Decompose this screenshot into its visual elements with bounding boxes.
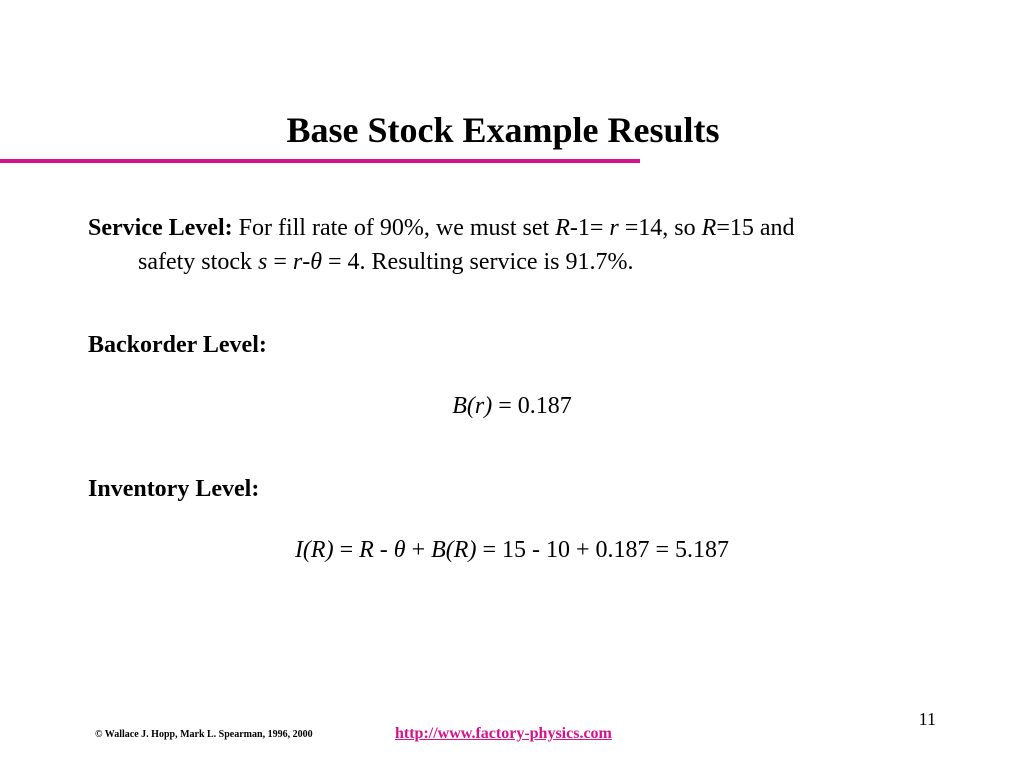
service-level-label: Service Level: (88, 215, 233, 241)
inventory-formula-minus: - (373, 537, 394, 563)
website-link[interactable]: http://www.factory-physics.com (395, 725, 612, 742)
service-level-paragraph (88, 211, 948, 279)
title-underline (0, 159, 640, 163)
backorder-level-heading: Backorder Level: (88, 332, 267, 358)
service-level-line-1 (88, 211, 948, 245)
inventory-formula-IR: I(R) (294, 537, 334, 563)
page-number: 11 (918, 709, 936, 729)
service-text-6: = (267, 249, 293, 275)
inventory-formula-R: R (359, 537, 374, 563)
var-r: r (609, 215, 619, 241)
var-R-2: R (701, 215, 717, 241)
var-s: s (257, 249, 268, 275)
service-text-8: = 4. Resulting service is 91.7%. (322, 249, 634, 275)
backorder-formula (0, 389, 1024, 423)
inventory-level-heading: Inventory Level: (88, 476, 260, 502)
service-level-line-2 (88, 245, 948, 279)
service-text-1: For fill rate of 90%, we must set (232, 215, 556, 241)
slide-title: Base Stock Example Results (286, 110, 720, 150)
inventory-formula-plus: + (405, 537, 432, 563)
service-text-5: safety stock (138, 249, 258, 275)
var-theta: θ (310, 249, 322, 275)
copyright-notice: © Wallace J. Hopp, Mark L. Spearman, 1996, 2000 (95, 729, 313, 740)
inventory-formula-eq: = (333, 537, 360, 563)
backorder-formula-lhs: B(r) (452, 393, 493, 419)
var-r-2: r (292, 249, 303, 275)
service-text-2: -1= (569, 215, 610, 241)
backorder-formula-value: = 0.187 (492, 393, 572, 419)
var-R: R (555, 215, 570, 241)
inventory-formula (0, 533, 1024, 567)
service-text-7: - (302, 249, 311, 275)
service-text-3: =14, so (618, 215, 702, 241)
service-text-4: =15 and (716, 215, 795, 241)
inventory-formula-result: = 15 - 10 + 0.187 = 5.187 (476, 537, 730, 563)
inventory-formula-theta: θ (393, 537, 406, 563)
inventory-formula-BR: B(R) (431, 537, 477, 563)
